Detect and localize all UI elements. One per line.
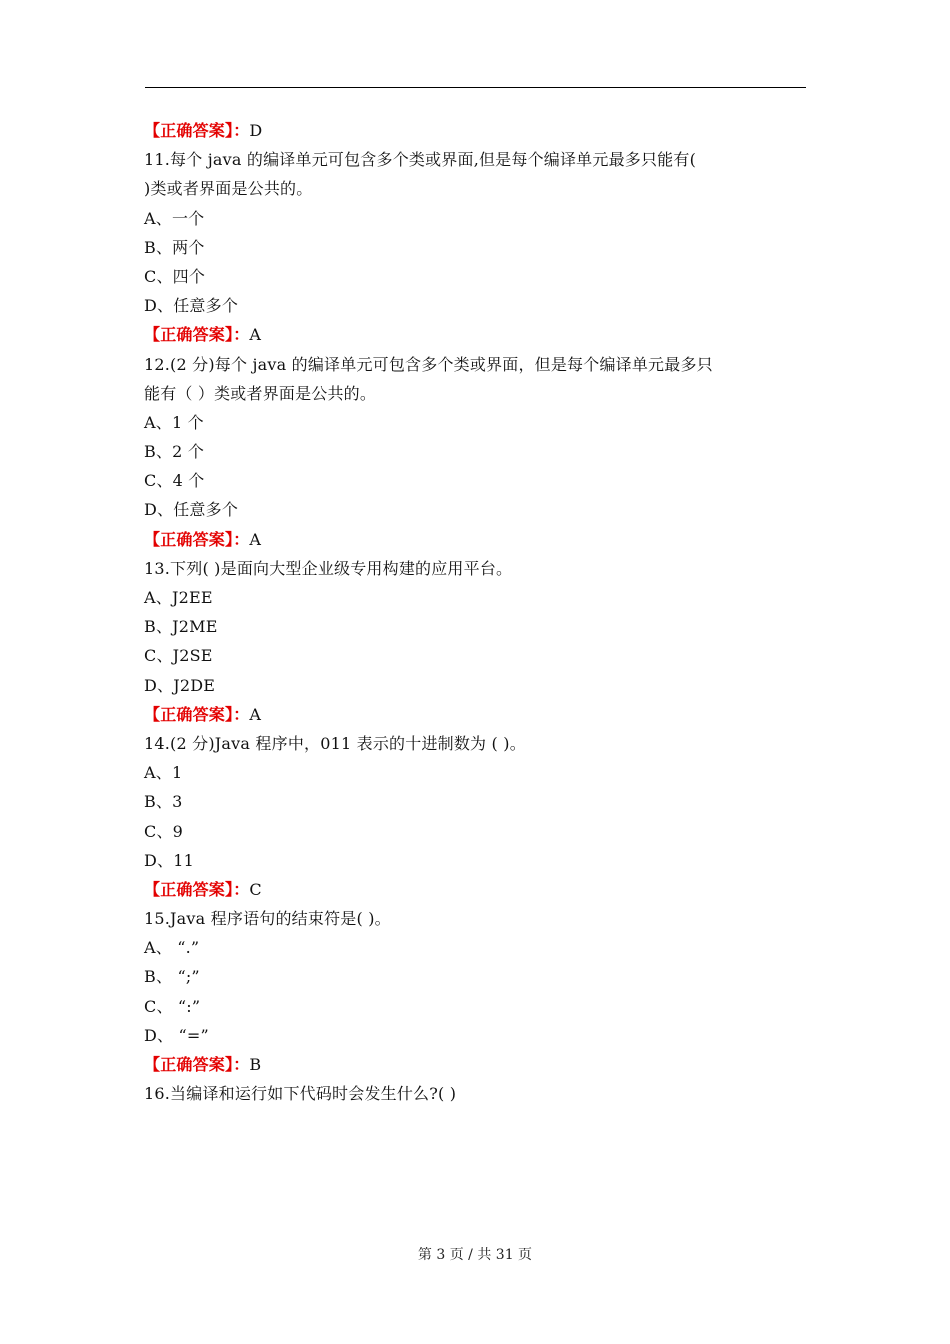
- correct-answer-line: [144, 875, 814, 904]
- correct-answer-value: C: [249, 879, 262, 899]
- header-rule: [145, 87, 806, 88]
- answer-option: B、两个: [144, 237, 205, 257]
- answer-option: A、J2EE: [144, 588, 213, 607]
- question-list: [144, 116, 814, 1108]
- correct-answer-value: B: [249, 1055, 262, 1074]
- correct-answer-line: [144, 320, 814, 349]
- answer-option: A、 “.”: [144, 938, 200, 958]
- correct-answer-value: A: [249, 529, 262, 549]
- correct-answer-line: [144, 116, 814, 145]
- correct-answer-label: 【正确答案】：: [144, 121, 250, 140]
- answer-option: D、11: [144, 850, 194, 870]
- answer-option: A、1: [144, 763, 183, 783]
- correct-answer-label: 【正确答案】：: [144, 1055, 250, 1074]
- answer-option: A、1 个: [144, 412, 204, 432]
- answer-option: B、2 个: [144, 442, 205, 462]
- answer-option: D、任意多个: [144, 500, 239, 520]
- correct-answer-label: 【正确答案】：: [144, 879, 250, 899]
- page-footer: 第 3 页 / 共 31 页: [417, 1247, 533, 1263]
- question-text-line: 能有（ ）类或者界面是公共的。: [144, 383, 377, 403]
- question-text-line: 15.Java 程序语句的结束符是( )。: [144, 909, 391, 929]
- correct-answer-line: [144, 700, 814, 729]
- correct-answer-line: [144, 525, 814, 554]
- question-text-line: 13.下列( )是面向大型企业级专用构建的应用平台。: [144, 558, 513, 578]
- answer-option: C、4 个: [144, 471, 205, 491]
- question-text-line: 11.每个 java 的编译单元可包含多个类或界面,但是每个编译单元最多只能有(: [144, 150, 697, 170]
- answer-option: C、四个: [144, 266, 206, 286]
- question-text-line: 12.(2 分)每个 java 的编译单元可包含多个类或界面，但是每个编译单元最多只: [144, 354, 713, 374]
- answer-option: D、任意多个: [144, 296, 239, 316]
- correct-answer-value: D: [249, 121, 263, 140]
- answer-option: C、9: [144, 821, 184, 841]
- answer-option: D、 “=”: [144, 1025, 209, 1045]
- answer-option: A、一个: [144, 208, 205, 228]
- answer-option: B、 “;”: [144, 967, 200, 987]
- answer-option: C、J2SE: [144, 646, 213, 666]
- correct-answer-value: A: [249, 325, 262, 345]
- correct-answer-line: [144, 1050, 814, 1079]
- answer-option: B、J2ME: [144, 617, 218, 637]
- correct-answer-label: 【正确答案】：: [144, 529, 250, 549]
- correct-answer-label: 【正确答案】：: [144, 704, 250, 724]
- question-text-line: )类或者界面是公共的。: [144, 179, 313, 199]
- question-text-line: 14.(2 分)Java 程序中，011 表示的十进制数为 ( )。: [144, 733, 526, 753]
- correct-answer-value: A: [249, 704, 262, 724]
- question-text-line: 16.当编译和运行如下代码时会发生什么?( ): [144, 1084, 457, 1104]
- correct-answer-label: 【正确答案】：: [144, 325, 250, 345]
- answer-option: C、 “:”: [144, 996, 201, 1016]
- answer-option: D、J2DE: [144, 675, 216, 695]
- answer-option: B、3: [144, 792, 183, 812]
